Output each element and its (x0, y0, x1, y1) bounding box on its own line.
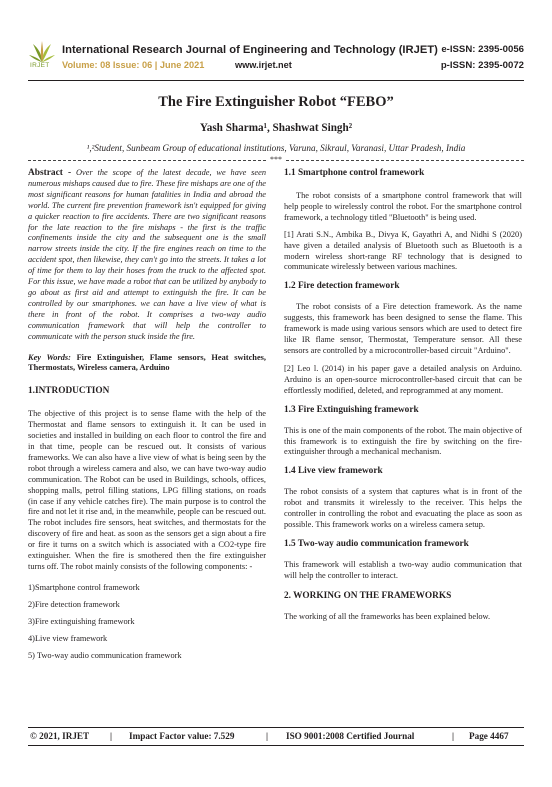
components-list (28, 583, 266, 662)
section-heading-1-5: 1.5 Two-way audio communication framework (284, 538, 469, 549)
leaf-logo-icon (28, 40, 56, 64)
footer-impact-factor: Impact Factor value: 7.529 (129, 731, 235, 741)
e-issn: e-ISSN: 2395-0056 (441, 44, 524, 55)
keywords (28, 353, 266, 375)
footer-separator: | (452, 731, 455, 741)
paper-affiliation: ¹,²Student, Sunbeam Group of educational institutions, Varuna, Sikraul, Varanasi, Uttar Pradesh, India (86, 143, 466, 153)
section-heading-1-3: 1.3 Fire Extinguishing framework (284, 404, 419, 415)
journal-header (28, 42, 524, 76)
journal-name: International Research Journal of Engineering and Technology (IRJET) (62, 44, 438, 56)
list-item: 4)Live view framework (28, 633, 108, 643)
section-2-paragraph: The working of all the frameworks has been explained below. (284, 611, 491, 621)
irjet-logo (28, 40, 56, 74)
footer-divider-bottom (28, 745, 524, 746)
footer-iso: ISO 9001:2008 Certified Journal (286, 731, 415, 741)
section-1-2-citation: [2] Leo l. (2014) in his paper gave a detailed analysis on Arduino. Arduino is an open-source microcontroller-based circuit that can be effortlessly modified, deleted, and reprogrammed at any moment. (284, 363, 522, 395)
footer-page-number: Page 4467 (469, 731, 509, 741)
keywords-label: Key Words: (28, 352, 71, 362)
left-column (28, 168, 266, 667)
section-heading-2: 2. WORKING ON THE FRAMEWORKS (284, 590, 452, 601)
keywords-text: Fire Extinguisher, Flame sensors, Heat switches, Thermostats, Wireless camera, Arduino (28, 352, 266, 373)
p-issn: p-ISSN: 2395-0072 (440, 60, 524, 71)
paper-authors: Yash Sharma¹, Shashwat Singh² (199, 122, 353, 134)
intro-heading: 1.INTRODUCTION (28, 386, 110, 397)
section-1-4-paragraph: The robot consists of a system that captures what is in front of the robot and transmits it wirelessly to the receiver. This helps the controller in controlling the robot and evacuating the place as soon as possible. This framework works on a wireless camera setup. (284, 487, 522, 530)
section-separator (28, 157, 524, 165)
issue-line: Volume: 08 Issue: 06 | June 2021 (62, 60, 205, 70)
right-column (284, 168, 522, 623)
separator-stars: *** (270, 155, 282, 164)
intro-paragraph: The objective of this project is to sense flame with the help of the Thermostat and flame sensors to extinguish it. It can be used in societies and installed in building on each floor to control the fire and in that time, people can be rescued out. It consists of various frameworks. We can also have a live view of what is being seen by the robot through a wireless camera and also, we can have two-way audio communication. The Robot can be used in Buildings, schools, offices, shopping malls, petrol filling stations, LPG filling stations, on roads (in case if any vehicle catches fire). The main purpose is to control the fire and not let it rise and, in the meanwhile, people can be rescued out. The robot includes fire sensors, heat switches, and thermostats for the discovery of fire and heat. as soon as the sensors get a sign about a fire or fire it turns on a switch which is associated with a CO2-type fire extinguisher. When the fire is smothered then the fire extinguisher turns off. The robot mainly consists of the following components: - (28, 409, 266, 571)
abstract-text: Over the scope of the latest decade, we have seen numerous mishaps caused due to fire. These fire mishaps are one of the most significant reasons for human fatalities in India and abroad the world. The current fire prevention framework isn't equipped for giving a quicker reaction to fire accidents. There are two significant reasons for the late reaction to the fire mishaps - the first is the traffic confinements inside the city and the subsequent one is the small narrow streets inside the city. If the fire engines reach on time to the accident spot, then likewise, they can't go into the streets. It takes a lot of time for them to lay their hoses from the truck to the affected spot. For this issue, we have made a robot that can be utilized by anybody to go about as first aid and attempt to extinguish the fire. It can be controlled by our smartphones. we can have a live view of what is there in front of the robot. It comprises a two-way audio communication framework that will help the controller to communicate with the person stuck inside the fire. (28, 168, 266, 341)
list-item: 2)Fire detection framework (28, 599, 120, 609)
section-heading-1-1: 1.1 Smartphone control framework (284, 168, 425, 178)
paper-title: The Fire Extinguisher Robot “FEBO” (158, 94, 394, 110)
section-heading-1-4: 1.4 Live view framework (284, 466, 383, 477)
footer-separator: | (266, 731, 269, 741)
footer-divider-top (28, 727, 524, 728)
abstract-label: Abstract - (28, 168, 72, 178)
list-item: 3)Fire extinguishing framework (28, 616, 135, 626)
website-link[interactable]: www.irjet.net (235, 60, 292, 70)
section-1-1-paragraph: The robot consists of a smartphone control framework that will help people to wirelessly control the robot. For the smartphone control framework, a technology titled "Bluetooth" is being used. (284, 191, 522, 222)
list-item: 5) Two-way audio communication framework (28, 650, 182, 660)
section-heading-1-2: 1.2 Fire detection framework (284, 281, 400, 292)
footer-separator: | (110, 731, 113, 741)
section-1-5-paragraph: This framework will establish a two-way audio communication that will help the controller to interact. (284, 559, 522, 580)
header-divider (28, 80, 524, 81)
section-1-1-citation: [1] Arati S.N., Ambika B., Divya K, Gayathri A, and Nidhi S (2020) have given a detailed analysis of Bluetooth such as Bluetooth is a modern wireless short-range RF technology that is designed to communicate wirelessly between various machines. (284, 229, 522, 272)
section-1-2-paragraph: The robot consists of a Fire detection framework. As the name suggests, this framework has been designed to sense the flame. This framework is made using various sensors which are used to detect fire like IR flame sensor, Thermostat, Temperature sensor. All these sensors are controlled by a microcontroller-based circuit "Arduino". (284, 302, 522, 355)
footer-copyright: © 2021, IRJET (30, 731, 90, 741)
abstract (28, 168, 266, 343)
logo-text: IRJET (30, 62, 50, 69)
section-1-3-paragraph: This is one of the main components of the robot. The main objective of this framework is to extinguish the fire by switching on the fire-extinguisher through a mechanical mechanism. (284, 425, 522, 457)
list-item: 1)Smartphone control framework (28, 582, 140, 592)
